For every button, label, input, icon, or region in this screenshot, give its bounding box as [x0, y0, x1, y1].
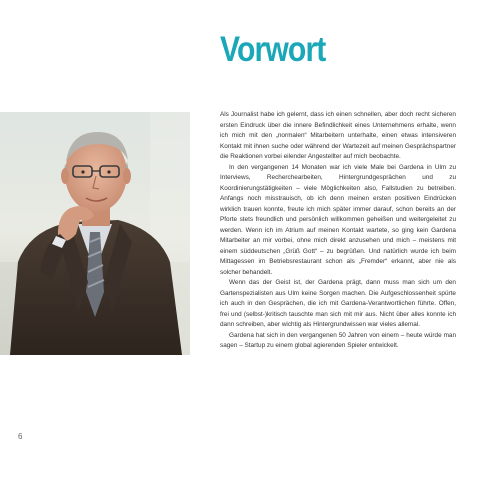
preface-body-text: [220, 110, 456, 352]
paragraph-1: Als Journalist habe ich gelernt, dass ich einen schnellen, aber doch recht sicheren ersten Eindruck über die innere Befindlichkeit eines Unternehmens erhalte, wenn ich mich mit den „normalen“ Mitarbeitern unterhalte, einen etwas intensiveren Kontakt mit ihnen suche oder während der Wartezeit auf meinen Gesprächspartner die Reaktionen vorbei eilender Angestellter auf mich beobachte.: [220, 111, 456, 160]
paragraph-3: Wenn das der Geist ist, der Gardena prägt, dann muss man sich um den Gartenspezialisten aus Ulm keine Sorgen machen. Die Aufgeschlossenheit spürte ich auch in den Gesprächen, die ich mit Gardena-Verantwortlichen führte. Offen, frei und (selbst-)kritisch tauschte man sich mit mir aus. Nicht über alles konnte ich dann schreiben, aber wichtig als Hintergrundwissen war vieles allemal.: [220, 279, 456, 328]
paragraph-4: Gardena hat sich in den vergangenen 50 Jahren von einem – heute würde man sagen – Startup zu einem global agierenden Spieler entwickelt.: [220, 331, 456, 349]
author-portrait-photo: [0, 112, 190, 355]
paragraph-2: In den vergangenen 14 Monaten war ich viele Male bei Gardena in Ulm zu Interviews, Recherchearbeiten, Hintergrundgesprächen und zu Koordinierungstätigkeiten – viele Möglichkeiten also, Fallstudien zu betreiben. Anfangs noch misstrauisch, ob ich denn meinen ersten positiven Eindrücken wirklich trauen konnte, freute ich mich später immer darauf, schon bereits an der Pforte stets freundlich und persönlich willkommen geheißen und weitergeleitet zu werden. Wenn ich im Atrium auf meinen Kontakt wartete, so ging kein Gardena Mitarbeiter an mir vorbei, ohne mich direkt anzusehen und mich – meistens mit einem süddeutschen „Grüß Gott“ – zu begrüßen. Und natürlich wurde ich beim Mittagessen im Betriebsrestaurant schon als „Fremder“ erkannt, aber nie als solcher behandelt.: [220, 163, 456, 276]
page-title: Vorwort: [220, 30, 326, 69]
page-number: 6: [18, 432, 23, 441]
